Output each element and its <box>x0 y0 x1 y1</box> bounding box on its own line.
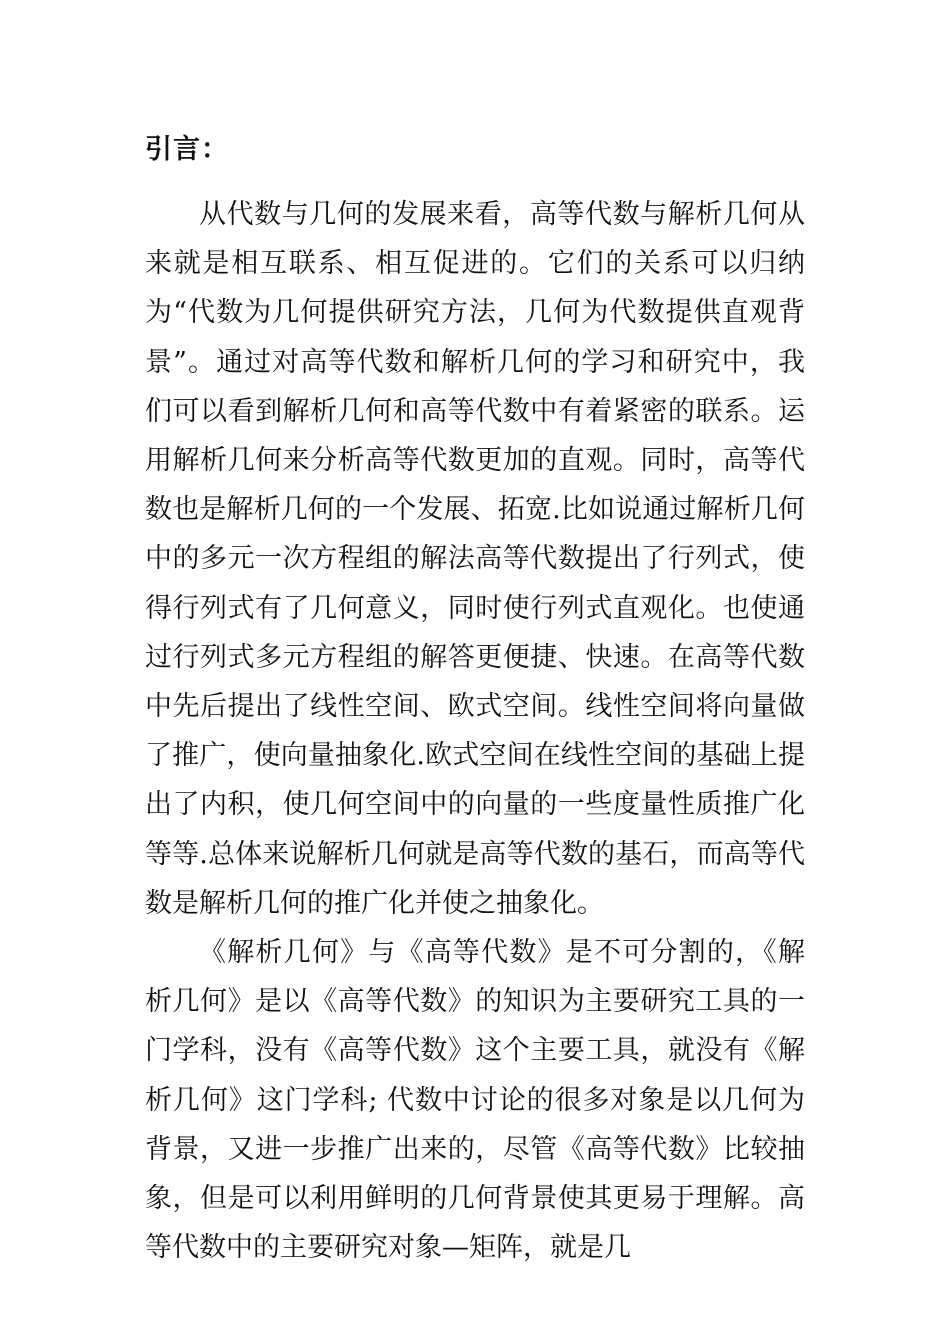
body-text <box>145 190 805 1272</box>
paragraph-2: 《解析几何》与《高等代数》是不可分割的，《解析几何》是以《高等代数》的知识为主要研究工具的一门学科，没有《高等代数》这个主要工具，就没有《解析几何》这门学科; 代数中讨论的很多对象是以几何为背景，又进一步推广出来的，尽管《高等代数》比较抽象，但是可以利用鲜明的几何背景使其更易于理解。高等代数中的主要研究对象—矩阵，就是几 <box>145 937 805 1264</box>
section-heading: 引言： <box>145 134 229 165</box>
paragraph-1: 从代数与几何的发展来看，高等代数与解析几何从来就是相互联系、相互促进的。它们的关系可以归纳为“代数为几何提供研究方法，几何为代数提供直观背景”。通过对高等代数和解析几何的学习和研究中，我们可以看到解析几何和高等代数中有着紧密的联系。运用解析几何来分析高等代数更加的直观。同时，高等代数也是解析几何的一个发展、拓宽.比如说通过解析几何中的多元一次方程组的解法高等代数提出了行列式，使得行列式有了几何意义，同时使行列式直观化。也使通过行列式多元方程组的解答更便捷、快速。在高等代数中先后提出了线性空间、欧式空间。线性空间将向量做了推广，使向量抽象化.欧式空间在线性空间的基础上提出了内积，使几何空间中的向量的一些度量性质推广化等等.总体来说解析几何就是高等代数的基石，而高等代数是解析几何的推广化并使之抽象化。 <box>145 199 805 919</box>
